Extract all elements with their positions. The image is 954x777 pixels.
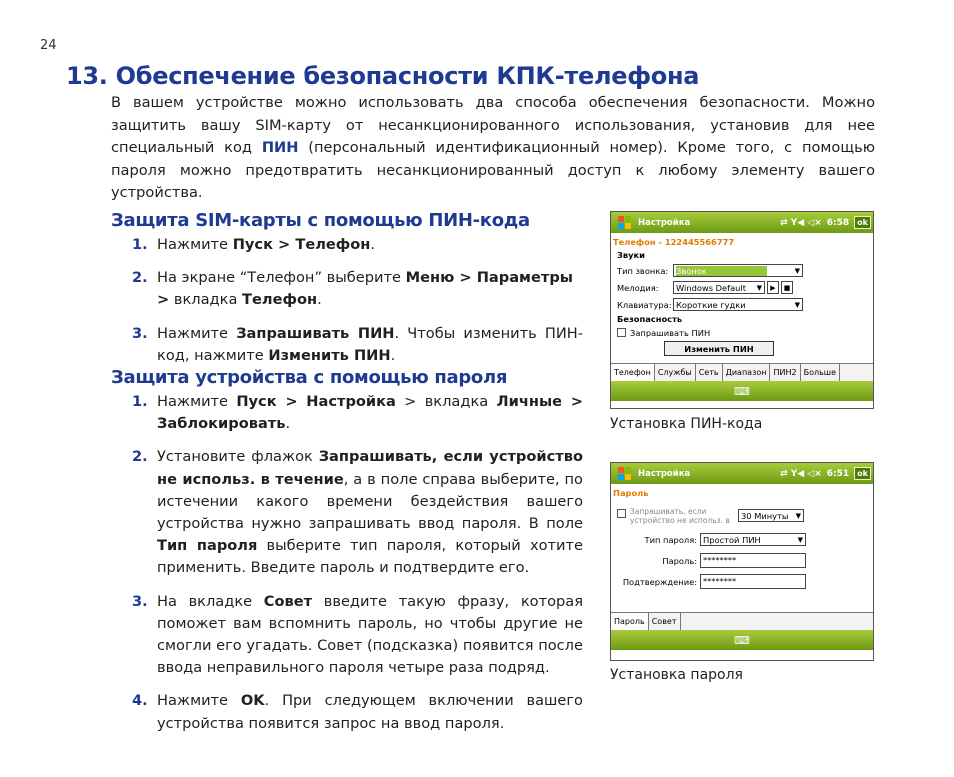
step: 1. Нажмите Пуск > Телефон.	[132, 236, 376, 253]
password-type-select[interactable]: Простой ПИН ▼	[700, 533, 806, 546]
phone-header: Телефон - 122445566777	[613, 237, 735, 247]
stop-icon[interactable]: ■	[781, 281, 793, 294]
ring-type-select[interactable]: Звонок ▼	[673, 264, 803, 277]
step: 4. Нажмите OK. При следующем включении вашего устройства появится запрос на ввод пароля.	[132, 692, 583, 732]
tab-more[interactable]: Больше	[801, 364, 840, 381]
section-title-password: Защита устройства с помощью пароля	[111, 367, 508, 388]
caption-pin: Установка ПИН-кода	[610, 416, 763, 432]
page-title: 13. Обеспечение безопасности КПК-телефона	[66, 62, 700, 90]
confirm-input[interactable]: ********	[700, 574, 806, 589]
clock: 6:58	[826, 217, 850, 228]
melody-select[interactable]: Windows Default ▼	[673, 281, 765, 294]
screenshot-password-settings	[610, 462, 874, 661]
tab-hint[interactable]: Совет	[649, 613, 681, 630]
keyboard-label: Клавиатура:	[617, 299, 672, 310]
tab-pin2[interactable]: ПИН2	[770, 364, 800, 381]
title-bar	[611, 212, 873, 233]
tab-phone[interactable]: Телефон	[611, 364, 655, 381]
password-header: Пароль	[613, 488, 649, 498]
require-password-label: Запрашивать, если устройство не использ. в	[630, 507, 730, 525]
ring-type-label: Тип звонка:	[617, 265, 669, 276]
step: 2. Установите флажок Запрашивать, если устройство не использ. в течение, а в поле справа выберите, по истечении какого времени бездействия вашего устройства нужно запрашивать ввод пароля. В поле Тип пароля выберите тип пароля, который хотите применить. Введите пароль и подтвердите его.	[132, 448, 584, 577]
password-input[interactable]: ********	[700, 553, 806, 568]
step: 1. Нажмите Пуск > Настройка > вкладка Личные > Заблокировать.	[132, 393, 584, 433]
play-icon[interactable]: ▶	[767, 281, 779, 294]
require-password-checkbox[interactable]	[617, 509, 626, 518]
ok-button[interactable]: ok	[854, 216, 871, 229]
password-label: Пароль:	[662, 555, 697, 566]
steps-sim	[111, 234, 583, 378]
title-bar	[611, 463, 873, 484]
tab-bar	[611, 612, 873, 630]
steps-password	[111, 391, 583, 746]
windows-logo-icon	[617, 216, 633, 230]
intro-paragraph: В вашем устройстве можно использовать два способа обеспечения безопасности. Можно защитить вашу SIM-карту от несанкционированного использования, установив для нее специальный код ПИН (персональный идентификационный номер). Кроме того, с помощью пароля можно предотвратить несанкционированный доступ к любому элементу вашего устройства.	[111, 94, 875, 202]
keyboard-select[interactable]: Короткие гудки ▼	[673, 298, 803, 311]
status-icons: ⇄ Y◀ ◁×	[780, 217, 822, 228]
require-pin-label: Запрашивать ПИН	[630, 327, 711, 338]
tab-bar	[611, 363, 873, 381]
caption-password: Установка пароля	[610, 667, 743, 683]
window-title: Настройка	[638, 468, 691, 479]
ok-button[interactable]: ok	[854, 467, 871, 480]
step: 3. Нажмите Запрашивать ПИН. Чтобы изменить ПИН-код, нажмите Изменить ПИН.	[132, 324, 583, 364]
windows-logo-icon	[617, 467, 633, 481]
step: 3. На вкладке Совет введите такую фразу, которая поможет вам вспомнить пароль, но чтобы другие не смогли его угадать. Совет (подсказка) появится после ввода неправильного пароля четыре раза подряд.	[132, 592, 583, 677]
tab-band[interactable]: Диапазон	[723, 364, 771, 381]
melody-label: Мелодия:	[617, 282, 659, 293]
tab-password[interactable]: Пароль	[611, 613, 649, 630]
confirm-label: Подтверждение:	[622, 576, 697, 587]
password-type-label: Тип пароля:	[644, 534, 697, 545]
security-section: Безопасность	[617, 314, 683, 324]
screenshot-phone-settings	[610, 211, 874, 409]
keyboard-icon[interactable]: ⌨	[611, 381, 873, 401]
status-icons: ⇄ Y◀ ◁×	[780, 468, 822, 479]
sounds-section: Звуки	[617, 250, 645, 260]
change-pin-button[interactable]: Изменить ПИН	[664, 341, 774, 356]
step: 2. На экране “Телефон” выберите Меню > Параметры > вкладка Телефон.	[132, 269, 573, 309]
require-pin-checkbox[interactable]	[617, 328, 626, 337]
keyboard-icon[interactable]: ⌨	[611, 630, 873, 650]
clock: 6:51	[826, 468, 850, 479]
timeout-select[interactable]: 30 Минуты ▼	[738, 509, 804, 522]
tab-network[interactable]: Сеть	[696, 364, 723, 381]
window-title: Настройка	[638, 217, 691, 228]
tab-services[interactable]: Службы	[655, 364, 696, 381]
section-title-sim: Защита SIM-карты с помощью ПИН-кода	[111, 210, 530, 231]
page-number: 24	[40, 38, 57, 53]
